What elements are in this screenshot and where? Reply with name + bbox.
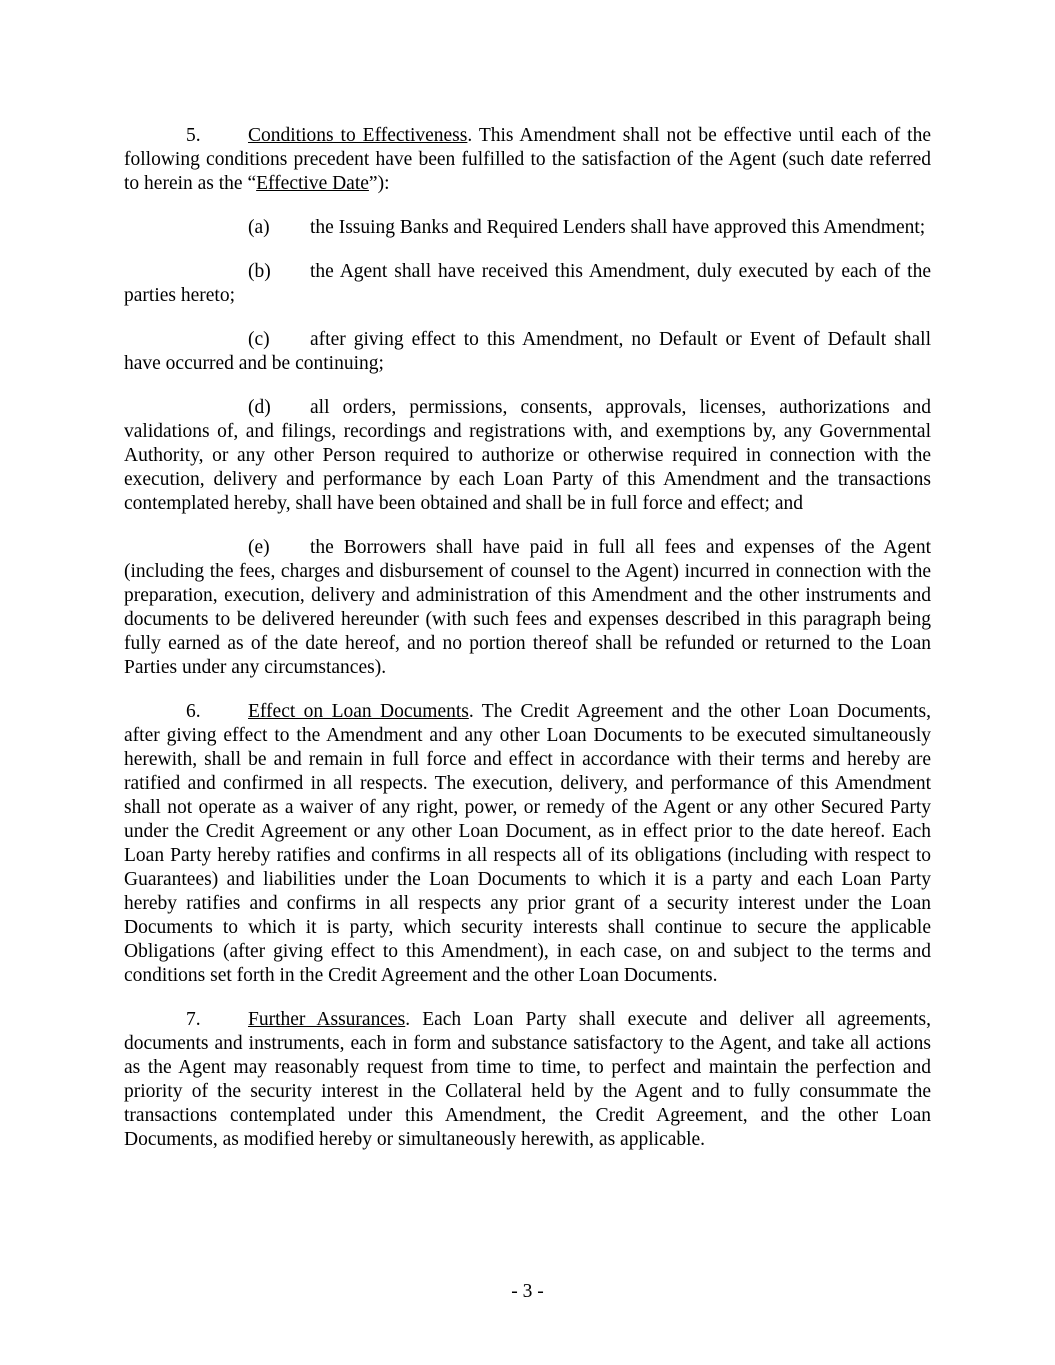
section-6-heading: Effect on Loan Documents <box>248 701 469 722</box>
clause-e-label: (e) <box>248 537 270 558</box>
clause-d <box>124 396 931 516</box>
clause-e <box>124 536 931 680</box>
document-page <box>124 124 931 1172</box>
section-6-paragraph <box>124 700 931 988</box>
section-6-number: 6. <box>186 701 201 722</box>
section-5-text: . This Amendment shall not be effective until each of the following conditions precedent have been fulfilled to the satisfaction of the Agent (such date referred to herein as the “ <box>124 125 931 194</box>
page-number: - 3 - <box>511 1281 544 1302</box>
clause-d-text: all orders, permissions, consents, approvals, licenses, authorizations and validations of, and filings, recordings and registrations with, and exemptions by, any Governmental Authority, or any other Person required to authorize or otherwise required in connection with the execution, delivery and performance by each Loan Party of this Amendment and the transactions contemplated hereby, shall have been obtained and shall be in full force and effect; and <box>124 397 931 514</box>
section-5-number: 5. <box>186 125 201 146</box>
section-5-paragraph <box>124 124 931 196</box>
clause-b-label: (b) <box>248 261 271 282</box>
section-7-paragraph <box>124 1008 931 1152</box>
section-7-number: 7. <box>186 1009 201 1030</box>
clause-b <box>124 260 931 308</box>
clause-a-label: (a) <box>248 217 270 238</box>
section-5-text-end: ”): <box>368 173 390 194</box>
section-7-heading: Further Assurances <box>248 1009 406 1030</box>
section-6-text: . The Credit Agreement and the other Loan Documents, after giving effect to the Amendment and any other Loan Documents to be executed simultaneously herewith, shall be and remain in full force and effect in accordance with their terms and hereby are ratified and confirmed in all respects. The execution, delivery, and performance of this Amendment shall not operate as a waiver of any right, power, or remedy of the Agent or any other Secured Party under the Credit Agreement or any other Loan Document, as in effect prior to the date hereof. Each Loan Party hereby ratifies and confirms in all respects all of its obligations (including with respect to Guarantees) and liabilities under the Loan Documents to which it is a party and each Loan Party hereby ratifies and confirms in all respects any prior grant of a security interest under the Loan Documents to which it is party, which security interests shall continue to secure the applicable Obligations (after giving effect to this Amendment), in each case, on and subject to the terms and conditions set forth in the Credit Agreement and the other Loan Documents. <box>124 701 931 986</box>
clause-e-text: the Borrowers shall have paid in full all fees and expenses of the Agent (including the fees, charges and disbursement of counsel to the Agent) incurred in connection with the preparation, execution, delivery and administration of this Amendment and the other instruments and documents to be delivered hereunder (with such fees and expenses described in this paragraph being fully earned as of the date hereof, and no portion thereof shall be refunded or returned to the Loan Parties under any circumstances). <box>124 537 931 678</box>
clause-c-label: (c) <box>248 329 270 350</box>
clause-a <box>124 216 931 240</box>
clause-b-text: the Agent shall have received this Amendment, duly executed by each of the parties hereto; <box>124 261 931 306</box>
section-5-heading: Conditions to Effectiveness <box>248 125 468 146</box>
clause-d-label: (d) <box>248 397 271 418</box>
effective-date-term: Effective Date <box>256 173 369 194</box>
clause-c <box>124 328 931 376</box>
clause-a-text: the Issuing Banks and Required Lenders shall have approved this Amendment; <box>310 217 926 238</box>
clause-c-text: after giving effect to this Amendment, no Default or Event of Default shall have occurred and be continuing; <box>124 329 931 374</box>
section-7-text: . Each Loan Party shall execute and deliver all agreements, documents and instruments, each in form and substance satisfactory to the Agent, and take all actions as the Agent may reasonably request from time to time, to perfect and maintain the perfection and priority of the security interest in the Collateral held by the Agent and to fully consummate the transactions contemplated under this Amendment, the Credit Agreement, and the other Loan Documents, as modified hereby or simultaneously herewith, as applicable. <box>124 1009 931 1150</box>
